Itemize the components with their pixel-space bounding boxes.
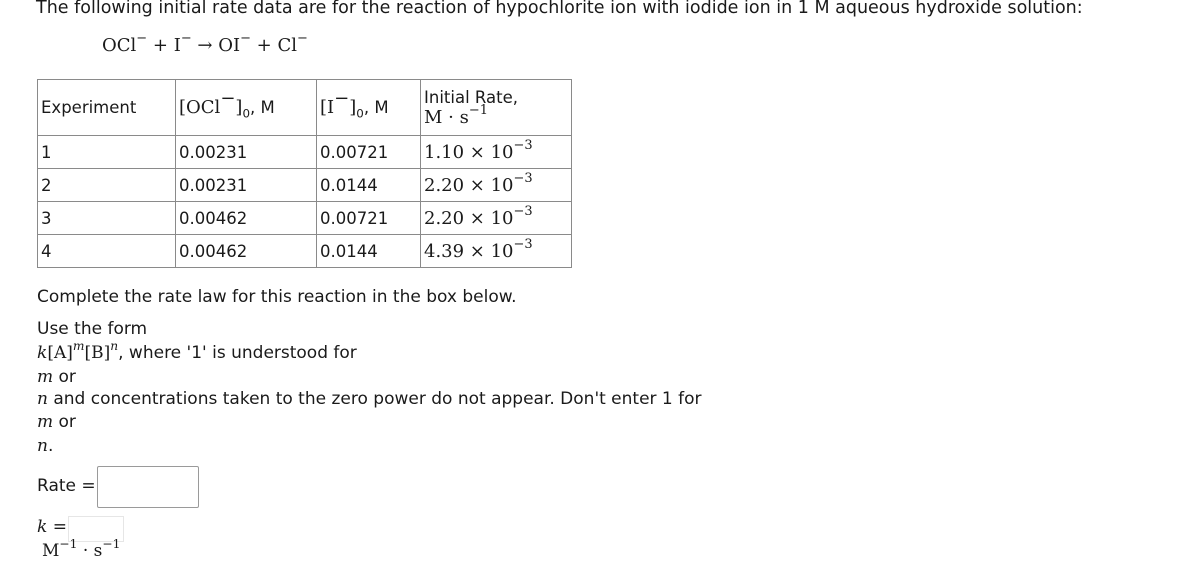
reaction-arrow: → (191, 35, 219, 56)
instruction-use-form: Use the form (37, 319, 148, 339)
table-header-row (38, 80, 572, 136)
header-i-concentration: $[I^-]_0$, M (317, 80, 421, 136)
header-rate-unit: $M \cdot s^{-1}$ (424, 102, 488, 128)
cell-experiment: 3 (38, 202, 176, 235)
product-chloride-charge: − (297, 31, 308, 47)
instruction-n-line: n and concentrations taken to the zero power do not appear. Don't enter 1 for (37, 389, 702, 409)
plus-sign: + (250, 35, 278, 56)
plus-sign: + (147, 35, 174, 56)
cell-i: 0.00721 (317, 136, 421, 169)
table-row (38, 235, 572, 268)
table-row (38, 136, 572, 169)
table-row (38, 169, 572, 202)
cell-ocl: 0.00462 (176, 235, 317, 268)
rate-data-table (37, 79, 572, 268)
cell-i: 0.00721 (317, 202, 421, 235)
cell-experiment: 1 (38, 136, 176, 169)
reactant-hypochlorite-charge: − (136, 31, 148, 47)
header-experiment: Experiment (38, 80, 176, 136)
question-intro: The following initial rate data are for the reaction of hypochlorite ion with iodide ion in 1 M aqueous hydroxide solution: (36, 0, 1083, 18)
rate-label: Rate = (37, 476, 96, 496)
reactant-iodide-charge: − (180, 31, 192, 47)
product-hypoiodite-charge: − (240, 31, 251, 47)
k-units: $M^{-1} \cdot s^{-1}$ (42, 536, 121, 561)
instruction-form-expression: $k[A]^m[B]^n$, where '1' is understood for (37, 338, 357, 363)
product-chloride: Cl (277, 35, 297, 56)
cell-ocl: 0.00462 (176, 202, 317, 235)
instruction-complete: Complete the rate law for this reaction in the box below. (37, 287, 517, 307)
header-rate-label: Initial Rate, (424, 87, 518, 107)
cell-rate: $2.20 \times 10^{-3}$ (421, 169, 572, 202)
cell-rate: $4.39 \times 10^{-3}$ (421, 235, 572, 268)
cell-i: 0.0144 (317, 169, 421, 202)
instruction-m-or-2: m or (37, 412, 76, 432)
reactant-iodide: I (173, 35, 181, 56)
k-label: k = (37, 517, 67, 537)
header-initial-rate (421, 80, 572, 136)
header-ocl-concentration: $[OCl^-]_0$, M (176, 80, 317, 136)
table-row (38, 202, 572, 235)
cell-rate: $1.10 \times 10^{-3}$ (421, 136, 572, 169)
reactant-hypochlorite: OCl (102, 35, 137, 56)
cell-i: 0.0144 (317, 235, 421, 268)
cell-ocl: 0.00231 (176, 136, 317, 169)
instruction-m-or: m or (37, 367, 76, 387)
reaction-equation (102, 31, 308, 56)
product-hypoiodite: OI (218, 35, 241, 56)
rate-law-input[interactable] (97, 466, 199, 508)
cell-ocl: 0.00231 (176, 169, 317, 202)
instruction-n-period: n. (37, 436, 54, 456)
cell-experiment: 4 (38, 235, 176, 268)
cell-rate: $2.20 \times 10^{-3}$ (421, 202, 572, 235)
cell-experiment: 2 (38, 169, 176, 202)
